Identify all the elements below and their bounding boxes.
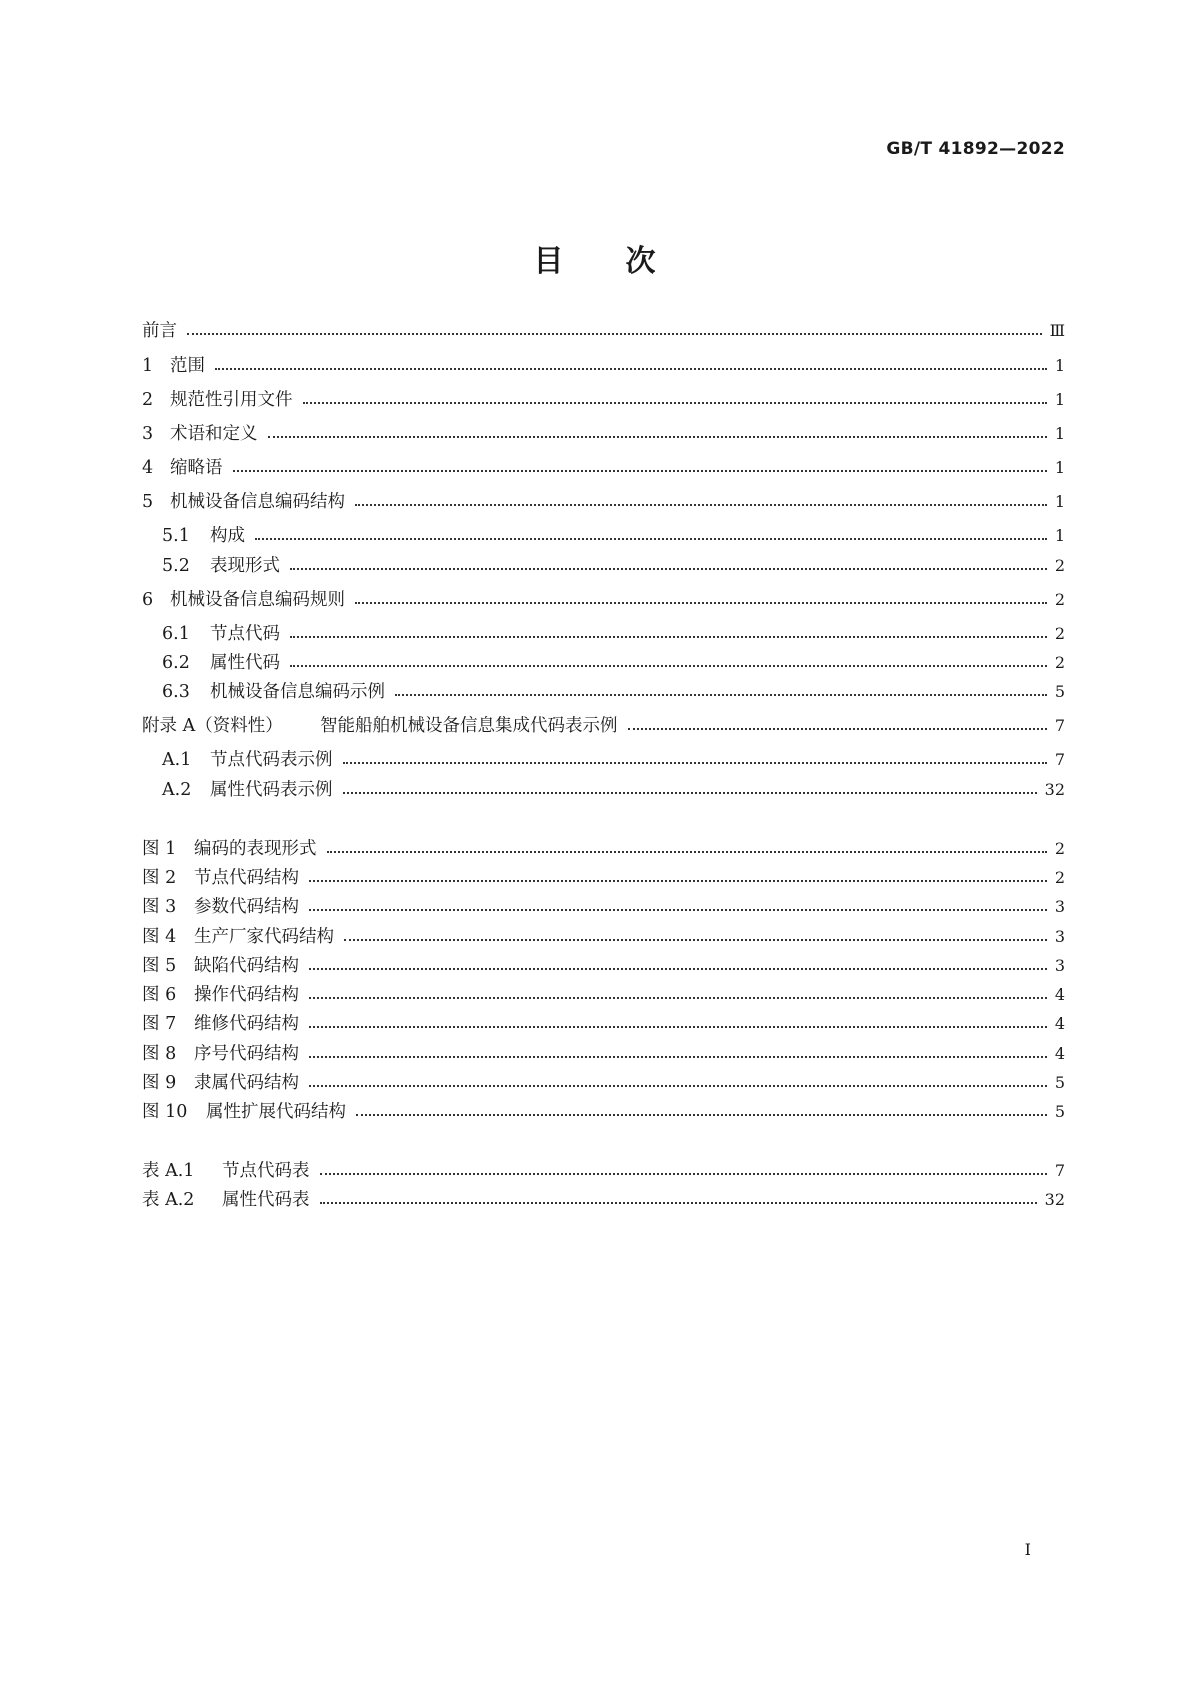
figure-page: 4 [1054, 1044, 1065, 1063]
figure-label: 操作代码结构 [194, 985, 299, 1005]
figure-page: 2 [1054, 839, 1065, 858]
toc-entry-number: 附录 A（资料性） [142, 716, 283, 736]
dot-leader [343, 792, 1037, 794]
dot-leader [309, 1026, 1047, 1028]
table-number: 表 A.2 [142, 1190, 195, 1210]
toc-entry-appendix-a[interactable] [142, 713, 1065, 739]
toc-entry-number: 6.1 [162, 624, 190, 644]
toc-entry-label: 机械设备信息编码结构 [170, 492, 345, 512]
dot-leader [187, 333, 1042, 335]
toc-entry-label: 节点代码 [210, 624, 280, 644]
table-page: 7 [1054, 1161, 1065, 1180]
figure-page: 4 [1054, 985, 1065, 1004]
figure-label: 序号代码结构 [194, 1044, 299, 1064]
dot-leader [233, 470, 1047, 472]
dot-leader [327, 851, 1047, 853]
figure-label: 参数代码结构 [194, 897, 299, 917]
table-number: 表 A.1 [142, 1161, 195, 1181]
toc-entry-page: 2 [1054, 653, 1065, 672]
toc-entry-5-1[interactable] [162, 523, 1065, 549]
figure-label: 编码的表现形式 [194, 839, 317, 859]
toc-entry-page: 7 [1054, 750, 1065, 769]
figure-page: 3 [1054, 956, 1065, 975]
figure-label: 生产厂家代码结构 [194, 927, 334, 947]
figure-number: 图 1 [142, 839, 177, 859]
figure-label: 节点代码结构 [194, 868, 299, 888]
toc-entry-label: 机械设备信息编码规则 [170, 590, 345, 610]
dot-leader [628, 728, 1047, 730]
toc-entry-page: 2 [1054, 624, 1065, 643]
figure-page: 5 [1054, 1073, 1065, 1092]
toc-entry-number: 6 [142, 590, 154, 610]
toc-entry-foreword[interactable] [142, 318, 1065, 344]
dot-leader [255, 538, 1047, 540]
table-label: 节点代码表 [222, 1161, 310, 1181]
dot-leader [303, 402, 1047, 404]
figure-number: 图 10 [142, 1102, 188, 1122]
toc-entry-label: 智能船舶机械设备信息集成代码表示例 [320, 716, 618, 736]
toc-entry-5-2[interactable] [162, 553, 1065, 579]
toc-entry-number: 3 [142, 424, 154, 444]
page-number: I [1024, 1540, 1031, 1559]
title-char-right: 次 [625, 244, 658, 279]
toc-entry-page: 2 [1054, 590, 1065, 609]
table-label: 属性代码表 [222, 1190, 310, 1210]
figure-number: 图 2 [142, 868, 177, 888]
dot-leader [309, 1056, 1047, 1058]
dot-leader [320, 1173, 1047, 1175]
figure-entry-9[interactable] [142, 1070, 1065, 1096]
toc-entry-page: 32 [1044, 780, 1065, 799]
toc-entry-label: 节点代码表示例 [210, 750, 333, 770]
figure-entry-4[interactable] [142, 924, 1065, 950]
toc-entry-page: 2 [1054, 556, 1065, 575]
figure-label: 缺陷代码结构 [194, 956, 299, 976]
toc-entry-6-3[interactable] [162, 679, 1065, 705]
toc-entry-page: 1 [1054, 492, 1065, 511]
toc-entry-number: 1 [142, 356, 154, 376]
figure-number: 图 4 [142, 927, 177, 947]
figure-label: 隶属代码结构 [194, 1073, 299, 1093]
dot-leader [309, 1085, 1047, 1087]
dot-leader [309, 997, 1047, 999]
dot-leader [290, 568, 1047, 570]
figure-entry-1[interactable] [142, 836, 1065, 862]
figure-page: 3 [1054, 927, 1065, 946]
dot-leader [290, 665, 1047, 667]
toc-entry-page: 7 [1054, 716, 1065, 735]
table-entry-a-2[interactable] [142, 1187, 1065, 1213]
toc-entry-page: 1 [1054, 356, 1065, 375]
toc-entry-label: 构成 [210, 526, 245, 546]
toc-entry-page: 1 [1054, 424, 1065, 443]
toc-entry-number: 5.2 [162, 556, 190, 576]
figure-entry-3[interactable] [142, 894, 1065, 920]
dot-leader [309, 909, 1047, 911]
dot-leader [309, 968, 1047, 970]
dot-leader [320, 1202, 1037, 1204]
toc-entry-page: Ⅲ [1049, 321, 1065, 340]
toc-entry-a-1[interactable] [162, 747, 1065, 773]
toc-entry-6-2[interactable] [162, 650, 1065, 676]
figure-entry-6[interactable] [142, 982, 1065, 1008]
figure-number: 图 8 [142, 1044, 177, 1064]
toc-entry-page: 1 [1054, 526, 1065, 545]
toc-entry-label: 前言 [142, 321, 177, 341]
toc-entry-page: 5 [1054, 682, 1065, 701]
figure-page: 3 [1054, 897, 1065, 916]
toc-entry-6-1[interactable] [162, 621, 1065, 647]
table-page: 32 [1044, 1190, 1065, 1209]
figure-entry-2[interactable] [142, 865, 1065, 891]
figure-label: 维修代码结构 [194, 1014, 299, 1034]
toc-entry-number: A.1 [162, 750, 192, 770]
dot-leader [355, 504, 1047, 506]
dot-leader [344, 939, 1047, 941]
toc-entry-4[interactable] [142, 455, 1065, 481]
dot-leader [395, 694, 1047, 696]
toc-entry-1[interactable] [142, 353, 1065, 379]
figure-entry-7[interactable] [142, 1011, 1065, 1037]
figure-entry-10[interactable] [142, 1099, 1065, 1125]
figure-label: 属性扩展代码结构 [206, 1102, 346, 1122]
toc-entry-number: 6.2 [162, 653, 190, 673]
page-title [0, 236, 1191, 280]
toc-entry-label: 缩略语 [170, 458, 223, 478]
title-char-left: 目 [533, 244, 566, 279]
toc-entry-number: 2 [142, 390, 154, 410]
toc-entry-3[interactable] [142, 421, 1065, 447]
toc-entry-6[interactable] [142, 587, 1065, 613]
dot-leader [343, 762, 1047, 764]
toc-entry-5[interactable] [142, 489, 1065, 515]
figure-number: 图 6 [142, 985, 177, 1005]
toc-entry-label: 属性代码表示例 [210, 780, 333, 800]
dot-leader [290, 636, 1047, 638]
figure-number: 图 9 [142, 1073, 177, 1093]
figure-entry-5[interactable] [142, 953, 1065, 979]
toc-entry-number: 4 [142, 458, 154, 478]
dot-leader [355, 602, 1047, 604]
toc-entry-page: 1 [1054, 458, 1065, 477]
toc-entry-label: 机械设备信息编码示例 [210, 682, 385, 702]
figure-number: 图 5 [142, 956, 177, 976]
figure-entry-8[interactable] [142, 1041, 1065, 1067]
figure-number: 图 7 [142, 1014, 177, 1034]
dot-leader [309, 880, 1047, 882]
toc-entry-a-2[interactable] [162, 777, 1065, 803]
figure-page: 5 [1054, 1102, 1065, 1121]
toc-entry-number: 6.3 [162, 682, 190, 702]
dot-leader [268, 436, 1047, 438]
toc-entry-label: 属性代码 [210, 653, 280, 673]
toc-entry-label: 术语和定义 [170, 424, 258, 444]
toc-entry-2[interactable] [142, 387, 1065, 413]
toc-entry-number: A.2 [162, 780, 192, 800]
toc-entry-number: 5.1 [162, 526, 190, 546]
toc-entry-number: 5 [142, 492, 154, 512]
toc-entry-label: 规范性引用文件 [170, 390, 293, 410]
dot-leader [356, 1114, 1047, 1116]
figure-page: 4 [1054, 1014, 1065, 1033]
toc-entry-label: 表现形式 [210, 556, 280, 576]
figure-page: 2 [1054, 868, 1065, 887]
figure-number: 图 3 [142, 897, 177, 917]
table-entry-a-1[interactable] [142, 1158, 1065, 1184]
dot-leader [215, 368, 1047, 370]
standard-code: GB/T 41892—2022 [886, 139, 1065, 159]
toc-entry-label: 范围 [170, 356, 205, 376]
toc-entry-page: 1 [1054, 390, 1065, 409]
